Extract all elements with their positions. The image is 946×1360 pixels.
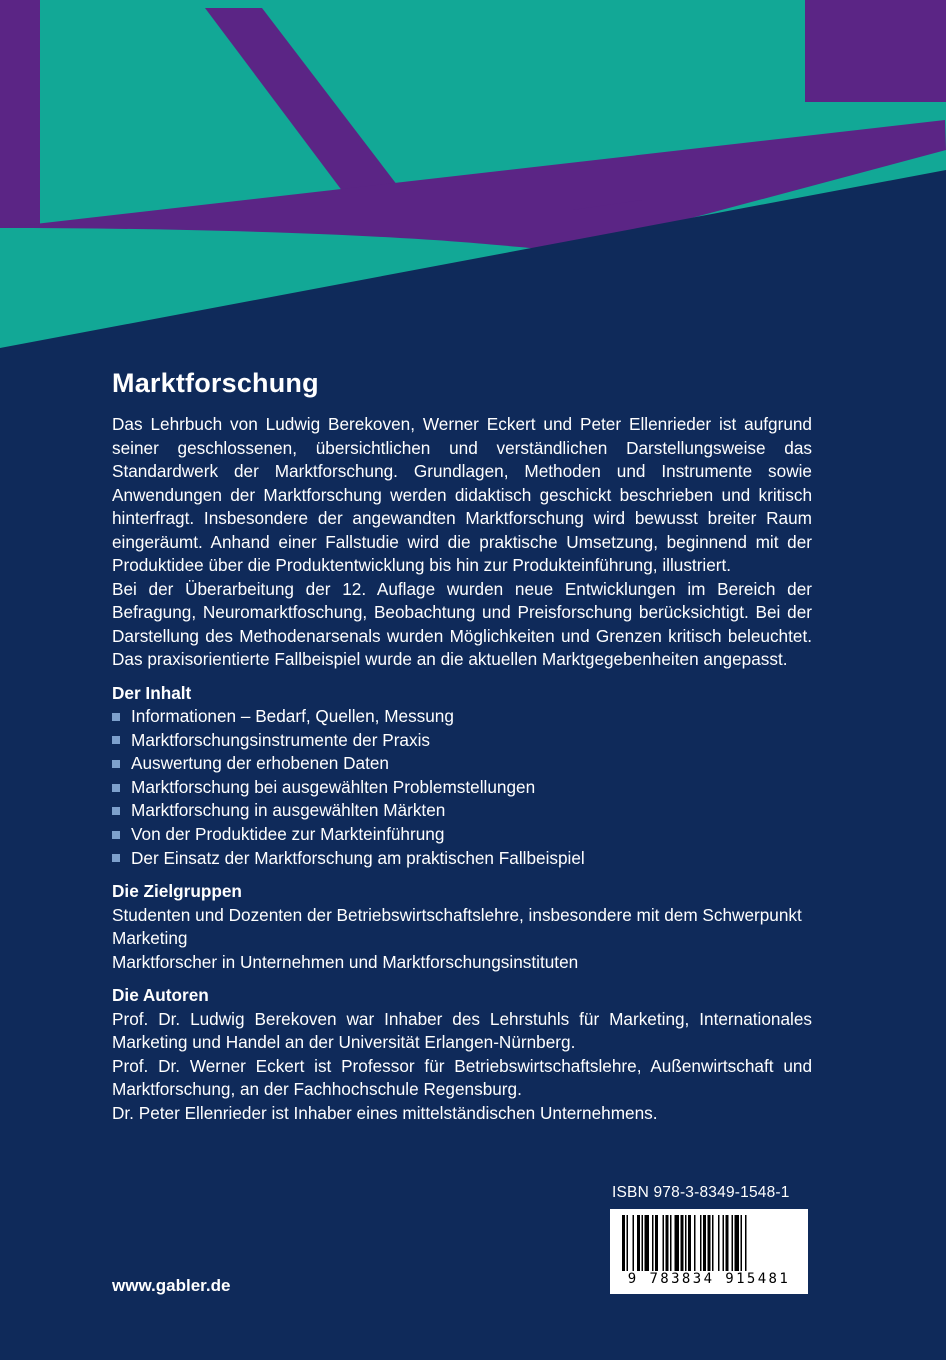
- bullet-square-icon: [112, 713, 120, 721]
- list-item: Der Einsatz der Marktforschung am praktischen Fallbeispiel: [112, 847, 812, 871]
- barcode-bar: [655, 1215, 658, 1271]
- barcode-bar: [694, 1215, 696, 1271]
- inhalt-heading: Der Inhalt: [112, 682, 192, 703]
- bullet-square-icon: [112, 736, 120, 744]
- barcode-bar: [633, 1215, 635, 1271]
- barcode-bar: [645, 1215, 650, 1271]
- barcode-bar: [637, 1215, 640, 1271]
- cover-purple-right-top: [805, 0, 946, 102]
- barcode-bar: [685, 1215, 687, 1271]
- barcode-bar: [703, 1215, 706, 1271]
- intro-paragraph-1: Das Lehrbuch von Ludwig Berekoven, Werner Eckert und Peter Ellenrieder ist aufgrund seiner geschlossenen, übersichtlichen und verständlichen Darstellungsweise das Standardwerk der Marktforschung. Grundlagen, Methoden und Instrumente sowie Anwendungen der Marktforschung werden didaktisch geschickt beschrieben und kritisch hinterfragt. Insbesondere der angewandten Marktforschung wird bewusst breiter Raum eingeräumt. Anhand einer Fallstudie wird die praktische Umsetzung, beginnend mit der Produktidee über die Produktentwicklung bis hin zur Produkteinführung, illustriert.: [112, 414, 812, 575]
- back-cover-text: [112, 368, 812, 1125]
- bullet-square-icon: [112, 784, 120, 792]
- intro-paragraph-2: Bei der Überarbeitung der 12. Auflage wurden neue Entwicklungen im Bereich der Befragung, Neuromarktfoschung, Beobachtung und Preisforschung berücksichtigt. Bei der Darstellung des Methodenarsenals wurden Möglichkeiten und Grenzen kritisch beleuchtet. Das praxisorientierte Fallbeispiel wurde an die aktuellen Marktgegebenheiten angepasst.: [112, 578, 812, 669]
- barcode-bar: [663, 1215, 665, 1271]
- cover-purple-left: [0, 0, 40, 228]
- autor-line: Prof. Dr. Werner Eckert ist Professor für Betriebswirtschaftslehre, Außenwirtschaft und Marktforschung, an der Fachhochschule Regensburg.: [112, 1055, 812, 1100]
- barcode-bar: [642, 1215, 644, 1271]
- barcode-bar: [652, 1215, 654, 1271]
- barcode-bar: [681, 1215, 684, 1271]
- list-item: Informationen – Bedarf, Quellen, Messung: [112, 705, 812, 729]
- barcode-bar: [675, 1215, 680, 1271]
- barcode-bar: [622, 1215, 625, 1271]
- list-item: Marktforschung in ausgewählten Märkten: [112, 799, 812, 823]
- zielgruppen-line: Marktforscher in Unternehmen und Marktforschungsinstituten: [112, 951, 579, 972]
- barcode-bar: [708, 1215, 711, 1271]
- cover-graphic: [0, 0, 946, 360]
- barcode-bar: [741, 1215, 743, 1271]
- bullet-square-icon: [112, 760, 120, 768]
- autor-line: Prof. Dr. Ludwig Berekoven war Inhaber des Lehrstuhls für Marketing, Internationales Marketing und Handel an der Universität Erlangen-Nürnberg.: [112, 1008, 812, 1053]
- barcode-bar: [732, 1215, 734, 1271]
- bullet-square-icon: [112, 831, 120, 839]
- barcode-bar: [718, 1215, 720, 1271]
- book-title: Marktforschung: [112, 368, 319, 398]
- autoren-heading: Die Autoren: [112, 985, 209, 1006]
- barcode: [610, 1209, 808, 1294]
- autor-line: Dr. Peter Ellenrieder ist Inhaber eines mittelständischen Unternehmens.: [112, 1102, 658, 1123]
- zielgruppen-line: Studenten und Dozenten der Betriebswirtschaftslehre, insbesondere mit dem Schwerpunkt Marketing: [112, 904, 802, 949]
- barcode-bar: [735, 1215, 740, 1271]
- barcode-bar: [723, 1215, 725, 1271]
- barcode-bar: [700, 1215, 702, 1271]
- bullet-square-icon: [112, 854, 120, 862]
- barcode-bar: [666, 1215, 669, 1271]
- list-item: Marktforschungsinstrumente der Praxis: [112, 729, 812, 753]
- barcode-digits: 9 783834 915481: [627, 1271, 791, 1287]
- isbn-label: ISBN 978-3-8349-1548-1: [612, 1184, 790, 1201]
- list-item: Auswertung der erhobenen Daten: [112, 752, 812, 776]
- barcode-bar: [726, 1215, 729, 1271]
- barcode-bar: [627, 1215, 629, 1271]
- barcode-bar: [688, 1215, 691, 1271]
- barcode-bar: [670, 1215, 672, 1271]
- list-item: Von der Produktidee zur Markteinführung: [112, 823, 812, 847]
- list-item: Marktforschung bei ausgewählten Problemstellungen: [112, 776, 812, 800]
- inhalt-list: [112, 705, 812, 870]
- publisher-website: www.gabler.de: [112, 1276, 231, 1295]
- zielgruppen-heading: Die Zielgruppen: [112, 881, 242, 902]
- bullet-square-icon: [112, 807, 120, 815]
- barcode-bar: [745, 1215, 747, 1271]
- barcode-bar: [712, 1215, 714, 1271]
